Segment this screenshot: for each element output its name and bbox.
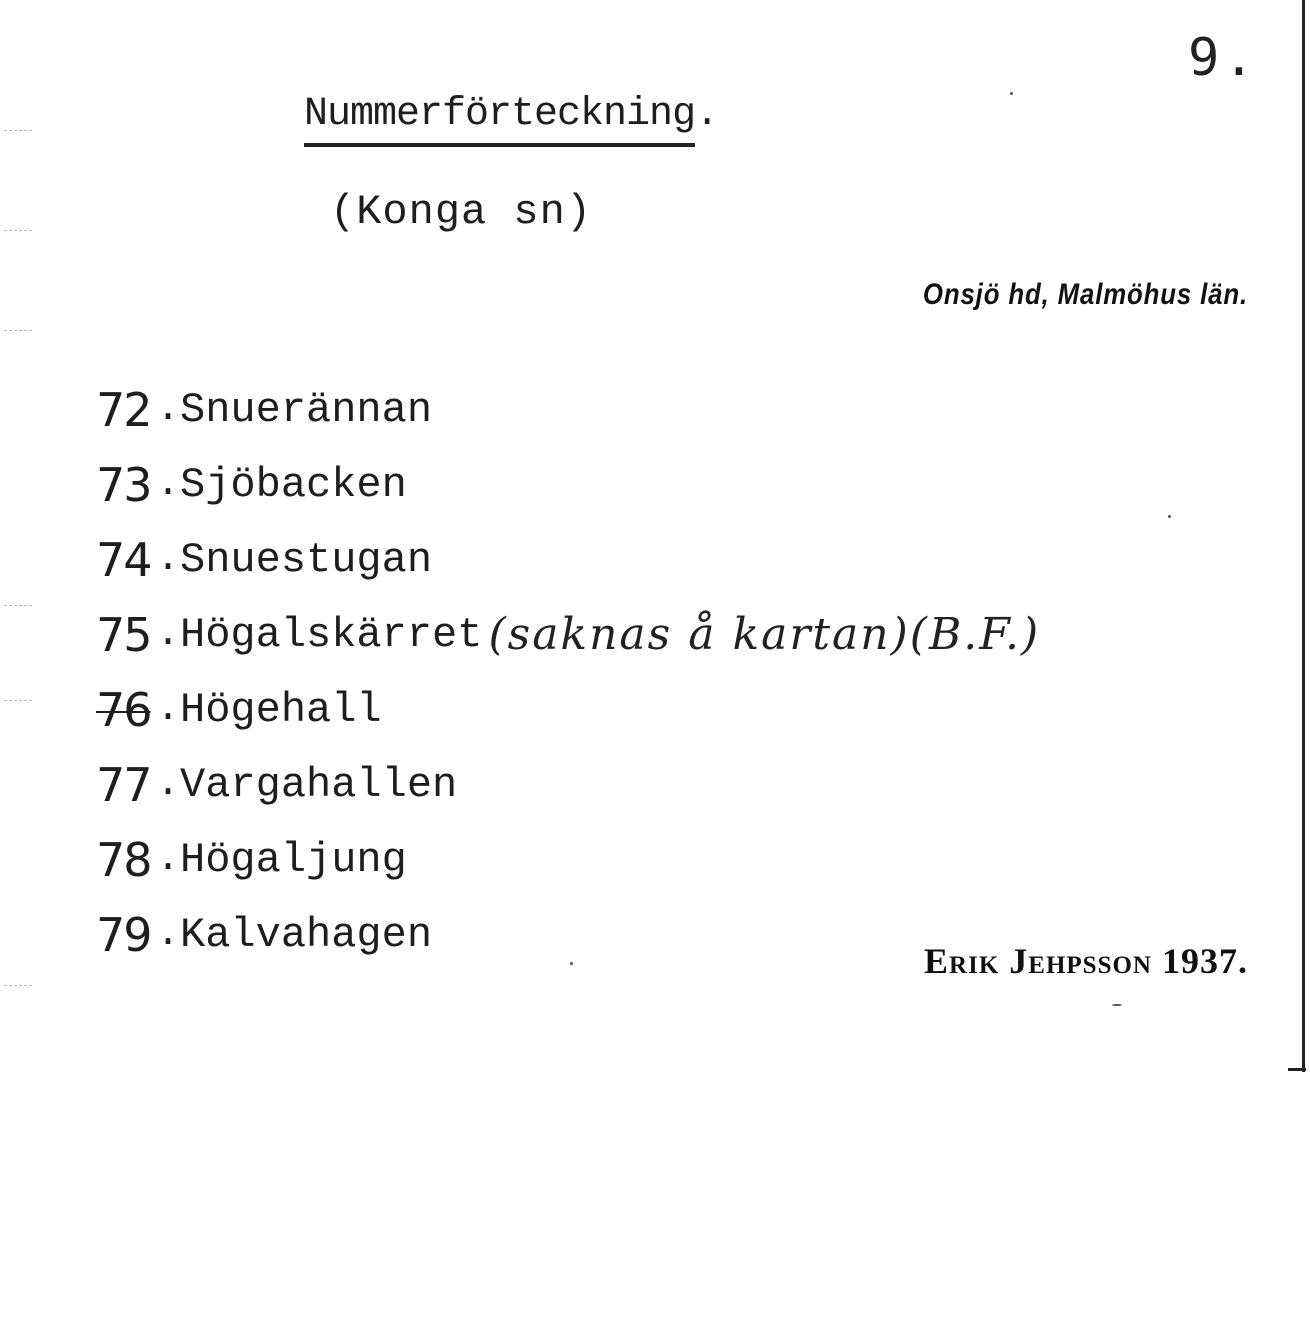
margin-mark [4, 130, 32, 131]
entry-name: Vargahallen [180, 760, 458, 809]
entry-separator: . [156, 537, 181, 582]
entry-number: 72 [96, 382, 151, 437]
page-number: 9. [1188, 28, 1259, 88]
list-item [96, 447, 1040, 522]
card-right-edge [1302, 0, 1305, 1072]
entry-name: Snuerännan [180, 385, 433, 434]
entry-number: 73 [96, 457, 151, 512]
list-item [96, 897, 1040, 972]
entry-name: Högalskärret [180, 610, 483, 659]
list-item [96, 747, 1040, 822]
entry-number: 76 [96, 682, 151, 737]
region-label: Onsjö hd, Malmöhus län. [922, 278, 1248, 311]
entry-separator: . [156, 687, 181, 732]
card-corner [1288, 1068, 1306, 1071]
entry-number: 79 [96, 907, 151, 962]
entry-name: Högaljung [180, 835, 407, 884]
margin-mark [4, 985, 32, 986]
entry-name: Snuestugan [180, 535, 433, 584]
entry-separator: . [156, 462, 181, 507]
list-item [96, 822, 1040, 897]
title-text: Nummerförteckning [304, 92, 695, 147]
margin-mark [4, 230, 32, 231]
entry-separator: . [156, 762, 181, 807]
page-title [304, 92, 718, 137]
entry-separator: . [156, 612, 181, 657]
margin-mark [4, 700, 32, 701]
list-item [96, 672, 1040, 747]
list-item [96, 522, 1040, 597]
margin-mark [4, 605, 32, 606]
entry-separator: . [156, 912, 181, 957]
entry-number: 75 [96, 607, 151, 662]
paper-speck [1168, 515, 1171, 518]
entry-name: Högehall [180, 685, 382, 734]
entry-name: Sjöbacken [180, 460, 407, 509]
entry-separator: . [156, 837, 181, 882]
paper-speck [1010, 92, 1013, 95]
entry-separator: . [156, 387, 181, 432]
margin-mark [4, 330, 32, 331]
list-item [96, 597, 1040, 672]
entry-list [96, 372, 1040, 972]
entry-number: 77 [96, 757, 151, 812]
title-suffix: . [695, 92, 719, 137]
entry-handwritten-note: (saknas å kartan)(B.F.) [488, 609, 1041, 660]
entry-name: Kalvahagen [180, 910, 433, 959]
author-signature: Erik Jehpsson 1937. [924, 941, 1248, 981]
list-item [96, 372, 1040, 447]
entry-number: 74 [96, 532, 151, 587]
paper-speck [1112, 1004, 1122, 1006]
entry-number: 78 [96, 832, 151, 887]
parish-subtitle: (Konga sn) [330, 188, 593, 236]
